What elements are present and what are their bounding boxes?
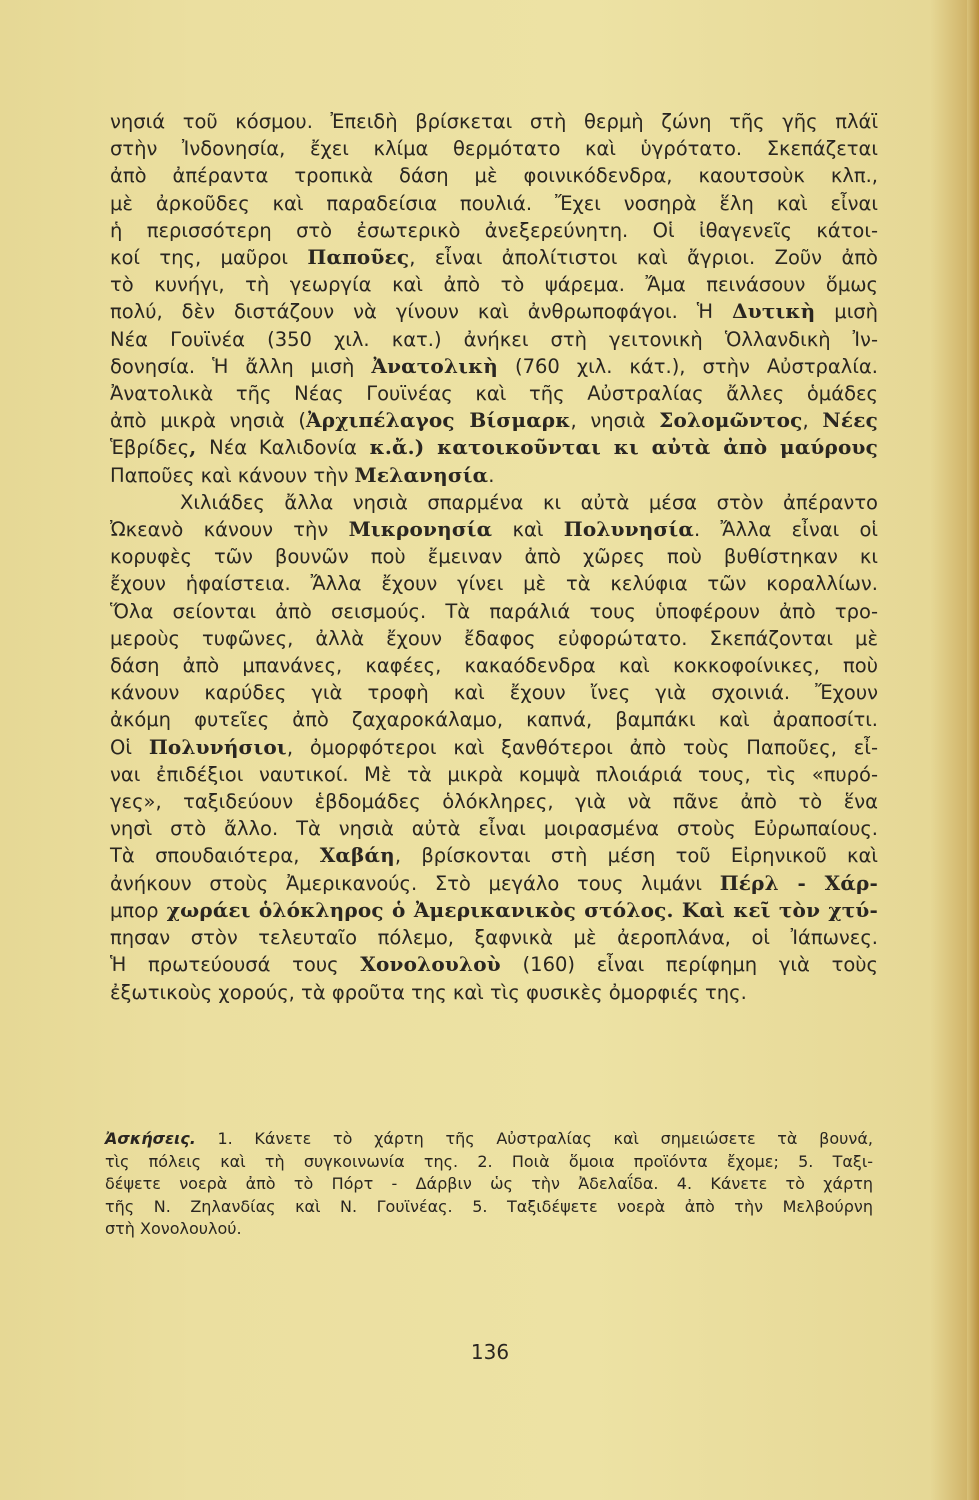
text-segment: . Ἄλλα εἶναι οἱ bbox=[693, 518, 878, 542]
text-segment: , νησιὰ bbox=[570, 409, 660, 433]
text-segment: ἡ περισσότερη στὸ ἐσωτερικὸ ἀνεξερεύνητη. Οἱ ἰθαγενεῖς κάτοι- bbox=[110, 218, 878, 242]
text-line bbox=[110, 108, 878, 135]
text-segment: τὸ κυνήγι, τὴ γεωργία καὶ ἀπὸ τὸ ψάρεμα. Ἄμα πεινάσουν ὅμως bbox=[110, 273, 878, 297]
exercises-block bbox=[105, 1128, 873, 1241]
highlighted-term: Παποῦες bbox=[307, 245, 410, 270]
highlighted-term: χωράει ὁλόκληρος ὁ Ἀμερικανικὸς στόλος. Καὶ κεῖ τὸν χτύ- bbox=[158, 897, 878, 922]
text-segment: μὲ ἀρκοῦδες καὶ παραδείσια πουλιά. Ἔχει νοσηρὰ ἕλη καὶ εἶναι bbox=[110, 191, 878, 215]
text-segment: , εἶναι ἀπολίτιστοι καὶ ἄγριοι. Ζοῦν ἀπὸ bbox=[409, 246, 878, 270]
text-line bbox=[110, 652, 878, 679]
text-line bbox=[110, 570, 878, 597]
text-segment: ἀνήκουν στοὺς Ἀμερικανούς. Στὸ μεγάλο τους λιμάνι bbox=[110, 871, 720, 895]
highlighted-term: , bbox=[189, 435, 210, 460]
exercises-line: δέψετε νοερὰ ἀπὸ τὸ Πόρτ - Δάρβιν ὡς τὴν Ἀδελαΐδα. 4. Κάνετε τὸ χάρτη bbox=[105, 1174, 873, 1193]
highlighted-term: Δυτικὴ bbox=[732, 299, 816, 324]
page-number: 136 bbox=[470, 1340, 510, 1364]
text-line bbox=[110, 298, 878, 325]
exercises-title: Ἀσκήσεις. bbox=[105, 1129, 196, 1148]
highlighted-term: Χονολουλοὺ bbox=[360, 952, 501, 977]
text-line bbox=[110, 190, 878, 217]
text-segment: Παποῦες καὶ κάνουν τὴν bbox=[110, 463, 355, 487]
exercises-line: τὶς πόλεις καὶ τὴ συγκοινωνία της. 2. Ποιὰ ὅμοια προϊόντα ἔχομε; 5. Ταξι- bbox=[105, 1151, 873, 1171]
text-segment: μεροὺς τυφῶνες, ἀλλὰ ἔχουν ἔδαφος εὐφορώτατο. Σκεπάζονται μὲ bbox=[110, 626, 878, 650]
highlighted-term: Πολυνήσιοι bbox=[148, 734, 287, 759]
text-segment: ἔχουν ἡφαίστεια. Ἄλλα ἔχουν γίνει μὲ τὰ κελύφια τῶν κοραλλίων. bbox=[110, 572, 878, 596]
text-segment: ἀπὸ ἀπέραντα τροπικὰ δάση μὲ φοινικόδενδρα, καουτσοὺκ κλπ., bbox=[110, 164, 878, 188]
text-line bbox=[110, 979, 878, 1006]
text-segment: νησιά τοῦ κόσμου. Ἐπειδὴ βρίσκεται στὴ θερμὴ ζώνη τῆς γῆς πλάϊ bbox=[110, 110, 878, 133]
text-segment: καὶ bbox=[492, 518, 564, 542]
text-segment: πολύ, δὲν διστάζουν νὰ γίνουν καὶ ἀνθρωποφάγοι. Ἡ bbox=[110, 300, 733, 324]
text-segment: (160) εἶναι περίφημη γιὰ τοὺς bbox=[500, 953, 878, 977]
text-line bbox=[110, 271, 878, 298]
body-text bbox=[110, 108, 878, 1006]
text-segment: . bbox=[488, 463, 495, 487]
text-line bbox=[110, 761, 878, 788]
text-line bbox=[110, 815, 878, 842]
text-segment: ναι ἐπιδέξιοι ναυτικοί. Μὲ τὰ μικρὰ κομψὰ πλοιάριά τους, τὶς «πυρό- bbox=[110, 762, 878, 786]
text-line bbox=[110, 434, 878, 461]
text-line bbox=[110, 706, 878, 733]
highlighted-term: Χαβάη bbox=[319, 843, 395, 868]
text-segment: κοί της, μαῦροι bbox=[110, 246, 308, 270]
text-line bbox=[110, 543, 878, 570]
paragraph-micronesia-polynesia bbox=[110, 489, 878, 1006]
text-segment: δάση ἀπὸ μπανάνες, καφέες, κακαόδενδρα καὶ κοκκοφοίνικες, ποὺ bbox=[110, 654, 878, 678]
text-segment: Νέα Καλιδονία bbox=[209, 436, 357, 460]
text-segment: Οἱ bbox=[110, 735, 149, 759]
text-segment: Χιλιάδες ἄλλα νησιὰ σπαρμένα κι αὐτὰ μέσα στὸν ἀπέραντο bbox=[180, 490, 878, 514]
text-line bbox=[110, 489, 878, 516]
page-edge bbox=[967, 0, 979, 1500]
text-segment: στὴν Ἰνδονησία, ἔχει κλίμα θερμότατο καὶ ὑγρότατο. Σκεπάζεται bbox=[110, 137, 878, 161]
text-segment: γες», ταξιδεύουν ἑβδομάδες ὁλόκληρες, γιὰ νὰ πᾶνε ἀπὸ τὸ ἕνα bbox=[110, 790, 878, 814]
text-segment: Ἑβρίδες bbox=[110, 436, 190, 460]
highlighted-term: Μελανησία bbox=[354, 462, 489, 487]
text-segment: πησαν στὸν τελευταῖο πόλεμο, ξαφνικὰ μὲ ἀεροπλάνα, οἱ Ἰάπωνες. bbox=[110, 926, 878, 950]
text-line bbox=[110, 897, 878, 924]
text-line bbox=[110, 734, 878, 761]
text-line bbox=[110, 217, 878, 244]
paragraph-pacific-new-guinea bbox=[110, 108, 878, 489]
text-segment: δονησία. Ἡ ἄλλη μισὴ bbox=[110, 354, 372, 378]
text-segment: Τὰ σπουδαιότερα, bbox=[110, 844, 320, 868]
text-line bbox=[110, 462, 878, 489]
text-line bbox=[110, 679, 878, 706]
text-segment: Ἀνατολικὰ τῆς Νέας Γουϊνέας καὶ τῆς Αὐστραλίας ἄλλες ὁμάδες bbox=[110, 382, 878, 406]
exercises-line: στὴ Χονολουλού. bbox=[105, 1219, 242, 1238]
text-segment: ἀκόμη φυτεῖες ἀπὸ ζαχαροκάλαμο, καπνά, βαμπάκι καὶ ἀραποσίτι. bbox=[110, 708, 878, 732]
text-line bbox=[110, 244, 878, 271]
text-line bbox=[110, 625, 878, 652]
text-line bbox=[110, 924, 878, 951]
text-line bbox=[110, 516, 878, 543]
text-segment: ἐξωτικοὺς χορούς, τὰ φροῦτα της καὶ τὶς φυσικὲς ὀμορφιές της. bbox=[110, 980, 747, 1004]
highlighted-term: Σολομῶντος bbox=[659, 408, 803, 433]
highlighted-term: Πολυνησία bbox=[563, 517, 694, 542]
text-segment: , ὀμορφότεροι καὶ ξανθότεροι ἀπὸ τοὺς Παποῦες, εἶ- bbox=[286, 735, 878, 759]
text-line bbox=[110, 842, 878, 869]
highlighted-term: Νέες bbox=[822, 408, 878, 433]
text-segment: Νέα Γουϊνέα (350 χιλ. κατ.) ἀνήκει στὴ γειτονικὴ Ὁλλανδικὴ Ἰν- bbox=[110, 327, 878, 351]
highlighted-term: κ.ἄ.) κατοικοῦνται κι αὐτὰ ἀπὸ μαύρους bbox=[356, 435, 878, 460]
text-segment: νησὶ στὸ ἄλλο. Τὰ νησιὰ αὐτὰ εἶναι μοιρασμένα στοὺς Εὐρωπαίους. bbox=[110, 817, 878, 841]
text-segment: μισὴ bbox=[815, 300, 879, 324]
highlighted-term: Ἀνατολικὴ bbox=[371, 353, 499, 378]
text-segment: Ὠκεανὸ κάνουν τὴν bbox=[110, 518, 349, 542]
text-line bbox=[110, 407, 878, 434]
text-segment: κορυφὲς τῶν βουνῶν ποὺ ἔμειναν ἀπὸ χῶρες ποὺ βυθίστηκαν κι bbox=[110, 545, 878, 569]
highlighted-term: Μικρονησία bbox=[348, 517, 493, 542]
exercises-line-first bbox=[105, 1128, 873, 1151]
text-segment: κάνουν καρύδες γιὰ τροφὴ καὶ ἔχουν ἴνες γιὰ σχοινιά. Ἔχουν bbox=[110, 681, 878, 705]
text-segment: Ὅλα σείονται ἀπὸ σεισμούς. Τὰ παράλιά τους ὑποφέρουν ἀπὸ τρο- bbox=[110, 599, 878, 623]
exercises-line: τῆς Ν. Ζηλανδίας καὶ Ν. Γουϊνέας. 5. Ταξιδέψετε νοερὰ ἀπὸ τὴν Μελβούρνη bbox=[105, 1196, 873, 1216]
text-line bbox=[110, 788, 878, 815]
text-line bbox=[110, 353, 878, 380]
text-segment: , bbox=[802, 409, 823, 433]
text-segment: ἀπὸ μικρὰ νησιὰ ( bbox=[110, 409, 306, 433]
text-line bbox=[110, 135, 878, 162]
text-line bbox=[110, 162, 878, 189]
exercises-text: 1. Κάνετε τὸ χάρτη τῆς Αὐστραλίας καὶ σημειώσετε τὰ βουνά, bbox=[195, 1129, 873, 1148]
text-segment: (760 χιλ. κάτ.), στὴν Αὐστραλία. bbox=[498, 354, 878, 378]
text-line bbox=[110, 951, 878, 978]
highlighted-term: Πέρλ - Χάρ- bbox=[719, 870, 878, 895]
text-line bbox=[110, 380, 878, 407]
text-segment: μπορ bbox=[110, 898, 159, 922]
text-line bbox=[110, 326, 878, 353]
highlighted-term: Ἀρχιπέλαγος Βίσμαρκ bbox=[306, 408, 571, 433]
text-line bbox=[110, 870, 878, 897]
text-segment: , βρίσκονται στὴ μέση τοῦ Εἰρηνικοῦ καὶ bbox=[394, 844, 878, 868]
text-segment: Ἡ πρωτεύουσά τους bbox=[110, 953, 361, 977]
text-line bbox=[110, 598, 878, 625]
